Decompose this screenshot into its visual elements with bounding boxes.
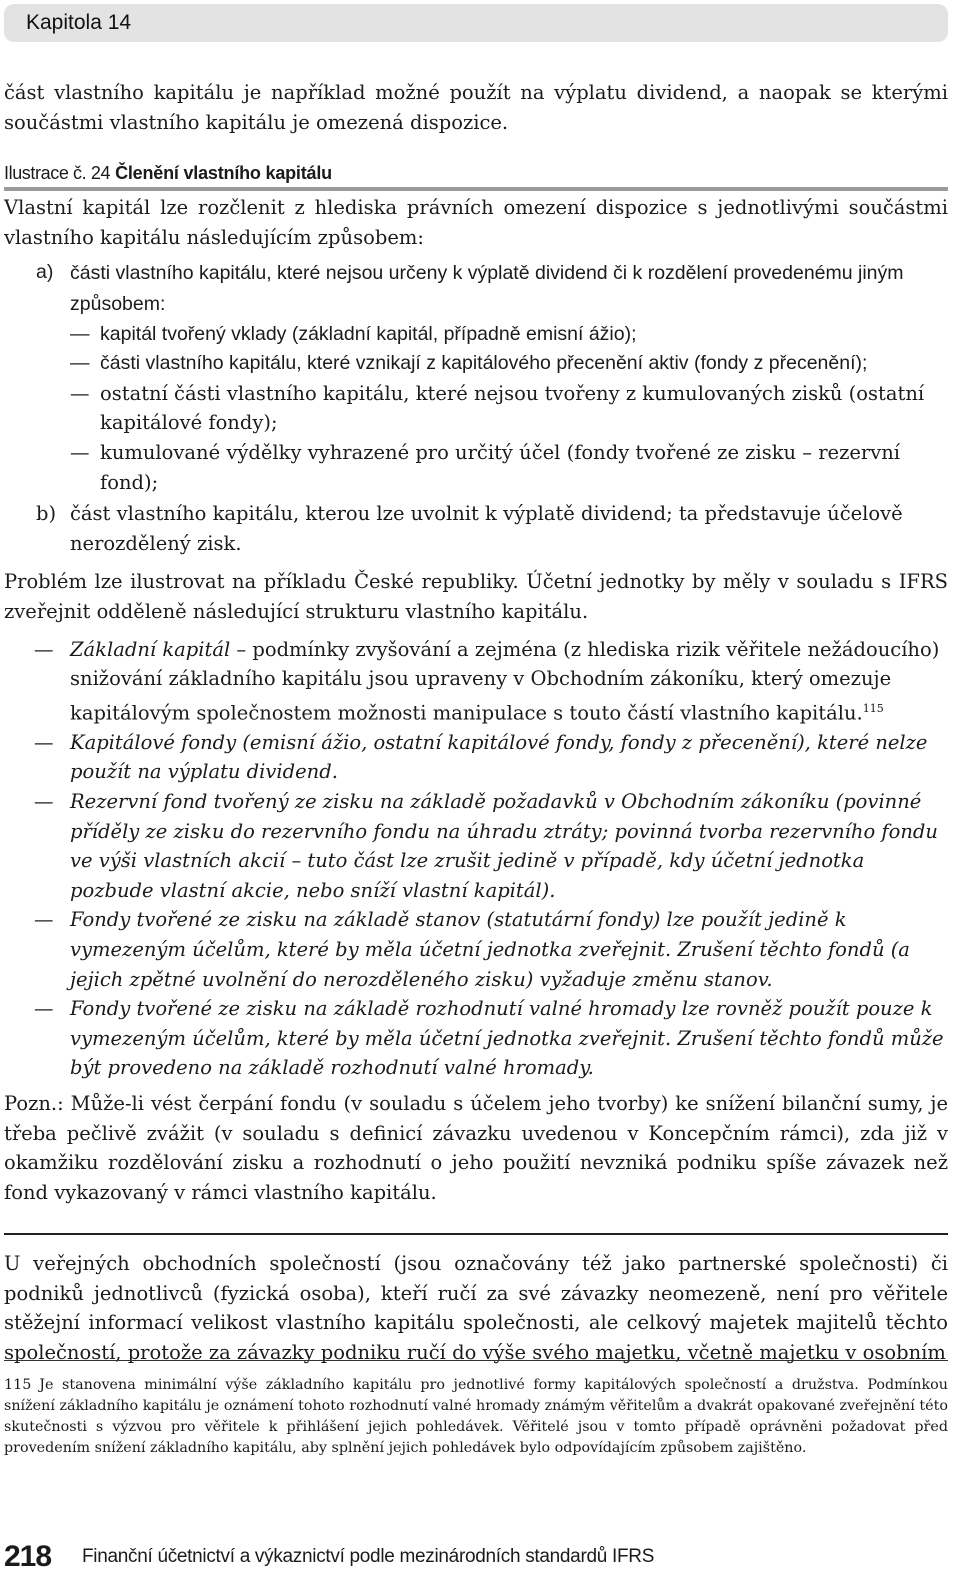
dash-marker: — bbox=[34, 908, 54, 932]
structure-item-text: – podmínky zvyšování a zejména (z hlediska rizik věřitele nežádoucího) snižování základního kapitálu jsou upraveny v Obchodním zákoníku, který omezuje kapitálovým společnostem možnosti manipulace s touto částí vlastního kapitálu. bbox=[70, 637, 940, 725]
dash-marker: — bbox=[34, 789, 54, 813]
footnote-number: 115 bbox=[4, 1377, 32, 1393]
page-number: 218 bbox=[4, 1540, 52, 1573]
dash-marker: — bbox=[34, 637, 54, 661]
sub-list-item-text: části vlastního kapitálu, které vznikají z kapitálového přecenění aktiv (fondy z přecenění); bbox=[100, 352, 868, 375]
sub-list-item bbox=[4, 379, 948, 438]
section-divider bbox=[4, 1233, 948, 1235]
dash-marker: — bbox=[34, 730, 54, 754]
list-marker-a: a) bbox=[36, 261, 54, 284]
illustration-heading: Členění vlastního kapitálu bbox=[115, 163, 332, 184]
chapter-label: Kapitola 14 bbox=[26, 11, 132, 34]
page-content bbox=[4, 78, 948, 1368]
book-title: Finanční účetnictví a výkaznictví podle mezinárodních standardů IFRS bbox=[82, 1546, 655, 1567]
dash-marker: — bbox=[34, 997, 54, 1021]
dash-marker: — bbox=[70, 322, 90, 345]
sub-list-item-text: kumulované výdělky vyhrazené pro určitý účel (fondy tvořené ze zisku – rezervní fond); bbox=[100, 440, 901, 494]
dash-marker: — bbox=[70, 352, 90, 375]
body-paragraph: U veřejných obchodních společností (jsou označovány též jako partnerské společnosti) či podniků jednotlivců (fyzická osoba), kteří ručí za své závazky neomezeně, není pro věřitele stěžejní informací velikost vlastního kapitálu společnosti, ale celkový majetek majitelů těchto společností, protože za závazky podniku ručí do výše svého majetku, včetně majetku v osobním bbox=[4, 1252, 948, 1365]
capital-structure-list bbox=[4, 635, 948, 1083]
structure-item-term: Fondy tvořené ze zisku na základě rozhodnutí valné hromady lze rovněž použít pouze k vymezeným účelům, které by měla účetní jednotka zveřejnit. Zrušení těchto fondů může být provedeno na základě rozhodnutí valné hromady. bbox=[70, 997, 944, 1080]
structure-item bbox=[4, 905, 948, 994]
footnote-divider bbox=[4, 1360, 948, 1361]
page-footer bbox=[4, 1540, 948, 1580]
list-item-b bbox=[4, 499, 948, 558]
structure-item-term: Fondy tvořené ze zisku na základě stanov (statutární fondy) lze použít jedině k vymezeným účelům, které by měla účetní jednotka zveřejnit. Zrušení těchto fondů (a jejich zpětné uvolnění do nerozděleného zisku) vyžaduje změnu stanov. bbox=[70, 908, 910, 991]
list-item-a-text: části vlastního kapitálu, které nejsou určeny k výplatě dividend či k rozdělení provedenému jiným způsobem: bbox=[70, 262, 904, 315]
sub-list-item bbox=[4, 349, 948, 379]
sub-list-item-text: kapitál tvořený vklady (základní kapitál, případně emisní ážio); bbox=[100, 322, 637, 345]
structure-item bbox=[4, 728, 948, 787]
illustration-label: Ilustrace č. 24 bbox=[4, 163, 111, 184]
structure-item-term: Kapitálové fondy (emisní ážio, ostatní kapitálové fondy, fondy z přecenění), které nelze použít na výplatu dividend. bbox=[70, 730, 928, 784]
structure-item-term: Rezervní fond tvořený ze zisku na základě požadavků v Obchodním zákoníku (povinné příděly ze zisku do rezervního fondu na úhradu ztráty; povinná tvorba rezervního fondu ve výši vlastních akcií – tuto část lze zrušit jedině v případě, kdy účetní jednotka pozbude vlastní akcie, nebo sníží vlastní kapitál). bbox=[70, 789, 938, 902]
sub-list-item bbox=[4, 320, 948, 350]
sub-list-item bbox=[4, 438, 948, 497]
chapter-header-bar bbox=[4, 4, 948, 42]
list-item-b-text: část vlastního kapitálu, kterou lze uvolnit k výplatě dividend; ta představuje účelově nerozdělený zisk. bbox=[70, 502, 903, 555]
list-marker-b: b) bbox=[36, 502, 57, 526]
footnote bbox=[4, 1375, 948, 1459]
footnote-reference[interactable]: 115 bbox=[862, 701, 884, 715]
structure-item bbox=[4, 787, 948, 905]
illustration-lead: Vlastní kapitál lze rozčlenit z hlediska právních omezení dispozice s jednotlivými součástmi vlastního kapitálu následujícím způsobem: bbox=[4, 196, 948, 249]
footnote-text: Je stanovena minimální výše základního kapitálu pro jednotlivé formy kapitálových společností a družstva. Podmínkou snížení základního kapitálu je oznámení tohoto rozhodnutí valné hromady známým věřitelům a dvakrát opakované zveřejnění této skutečnosti s výzvou pro věřitele k přihlášení jejich pohledávek. Věřitelé jsou v tomto případě oprávněni požadovat před provedením snížení základního kapitálu, aby splnění jejich pohledávek bylo odpovídajícím způsobem zajištěno. bbox=[4, 1377, 948, 1456]
note-paragraph: Pozn.: Může-li vést čerpání fondu (v souladu s účelem jeho tvorby) ke snížení bilanční sumy, je třeba pečlivě zvážit (v souladu s definicí závazku uvedenou v Koncepčním rámci), zda již v okamžiku rozdělování zisku a rozhodnutí o jeho použití nevzniká podniku spíše závazek než fond vykazovaný v rámci vlastního kapitálu. bbox=[4, 1091, 948, 1204]
list-item-a bbox=[4, 258, 948, 319]
sub-list-item-text: ostatní části vlastního kapitálu, které nejsou tvořeny z kumulovaných zisků (ostatní kapitálové fondy); bbox=[100, 381, 925, 435]
structure-item-term: Základní kapitál bbox=[70, 637, 231, 661]
dash-marker: — bbox=[70, 440, 90, 464]
dash-marker: — bbox=[70, 381, 90, 405]
structure-item bbox=[4, 994, 948, 1083]
structure-item bbox=[4, 635, 948, 728]
illustration-title bbox=[4, 161, 948, 191]
problem-paragraph: Problém lze ilustrovat na příkladu České republiky. Účetní jednotky by měly v souladu s IFRS zveřejnit odděleně následující strukturu vlastního kapitálu. bbox=[4, 570, 948, 623]
intro-paragraph: část vlastního kapitálu je například možné použít na výplatu dividend, a naopak se kterými součástmi vlastního kapitálu je omezená dispozice. bbox=[4, 81, 948, 134]
